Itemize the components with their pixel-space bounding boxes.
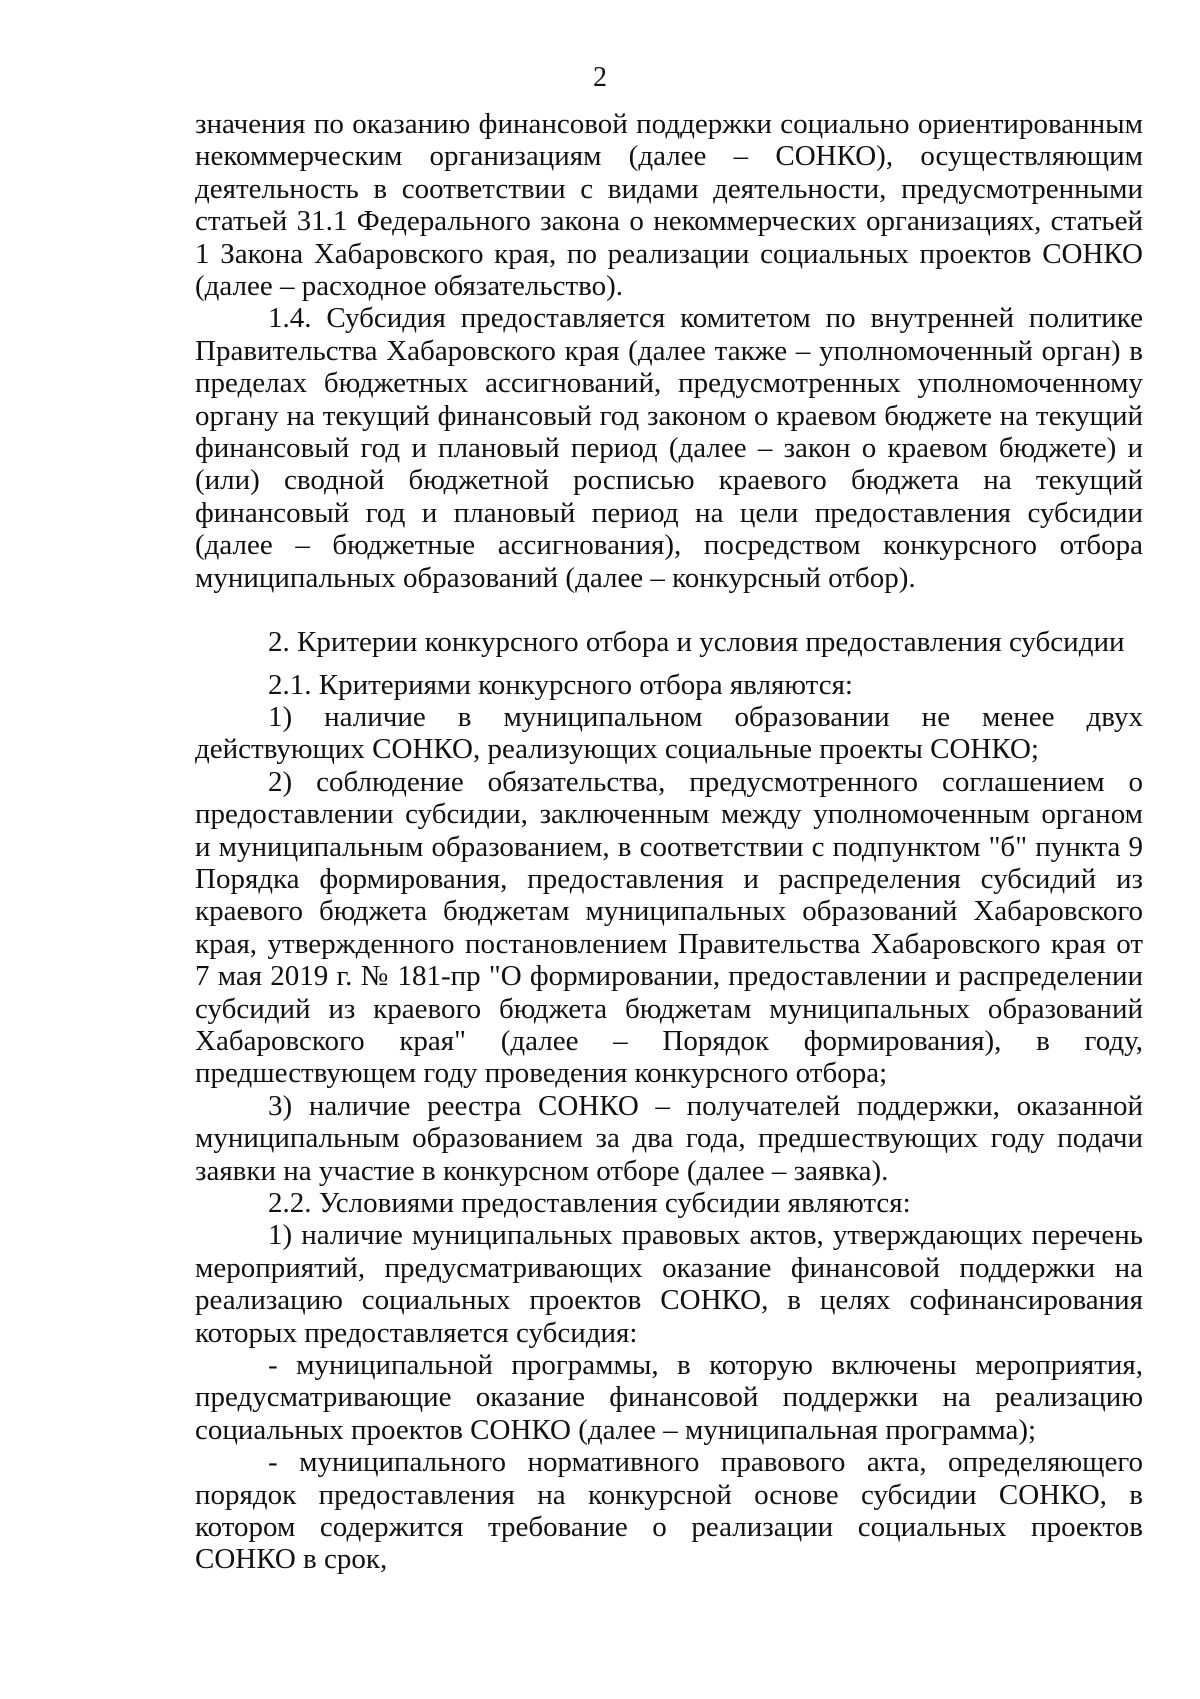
document-body	[195, 108, 1143, 1576]
paragraph-continuation: значения по оказанию финансовой поддержки социально ориентированным некоммерческим организациям (далее – СОНКО), осуществляющим деятельность в соответствии с видами деятельности, предусмотренными статьей 31.1 Федерального закона о некоммерческих организациях, статьей 1 Закона Хабаровского края, по реализации социальных проектов СОНКО (далее – расходное обязательство).	[195, 108, 1143, 303]
paragraph-2-1-item-2: 2) соблюдение обязательства, предусмотренного соглашением о предоставлении субсидии, заключенным между уполномоченным органом и муниципальным образованием, в соответствии с подпунктом "б" пункта 9 Порядка формирования, предоставления и распределения субсидий из краевого бюджета бюджетам муниципальных образований Хабаровского края, утвержденного постановлением Правительства Хабаровского края от 7 мая 2019 г. № 181-пр "О формировании, предоставлении и распределении субсидий из краевого бюджета бюджетам муниципальных образований Хабаровского края" (далее – Порядок формирования), в году, предшествующем году проведения конкурсного отбора;	[195, 765, 1143, 1090]
paragraph-2-2-item-1: 1) наличие муниципальных правовых актов, утверждающих перечень мероприятий, предусматривающих оказание финансовой поддержки на реализацию социальных проектов СОНКО, в целях софинансирования которых предоставляется субсидия:	[195, 1219, 1143, 1349]
paragraph-2-1-item-3: 3) наличие реестра СОНКО – получателей поддержки, оказанной муниципальным образованием за два года, предшествующих году подачи заявки на участие в конкурсном отборе (далее – заявка).	[195, 1089, 1143, 1187]
paragraph-1-4: 1.4. Субсидия предоставляется комитетом по внутренней политике Правительства Хабаровского края (далее также – уполномоченный орган) в пределах бюджетных ассигнований, предусмотренных уполномоченному органу на текущий финансовый год законом о краевом бюджете на текущий финансовый год и плановый период (далее – закон о краевом бюджете) и (или) сводной бюджетной росписью краевого бюджета на текущий финансовый год и плановый период на цели предоставления субсидии (далее – бюджетные ассигнования), посредством конкурсного отбора муниципальных образований (далее – конкурсный отбор).	[195, 302, 1143, 594]
paragraph-2-2-bullet-1: - муниципальной программы, в которую включены мероприятия, предусматривающие оказание финансовой поддержки на реализацию социальных проектов СОНКО (далее – муниципальная программа);	[195, 1349, 1143, 1446]
paragraph-2-2-bullet-2: - муниципального нормативного правового акта, определяющего порядок предоставления на конкурсной основе субсидии СОНКО, в котором содержится требование о реализации социальных проектов СОНКО в срок,	[195, 1446, 1143, 1576]
page-number: 2	[593, 62, 607, 93]
paragraph-2-1: 2.1. Критериями конкурсного отбора являются:	[268, 668, 853, 701]
section-heading-2: 2. Критерии конкурсного отбора и условия предоставления субсидии	[268, 626, 1125, 659]
paragraph-2-2: 2.2. Условиями предоставления субсидии являются:	[268, 1187, 911, 1219]
paragraph-2-1-item-1: 1) наличие в муниципальном образовании не менее двух действующих СОНКО, реализующих социальные проекты СОНКО;	[195, 700, 1143, 766]
